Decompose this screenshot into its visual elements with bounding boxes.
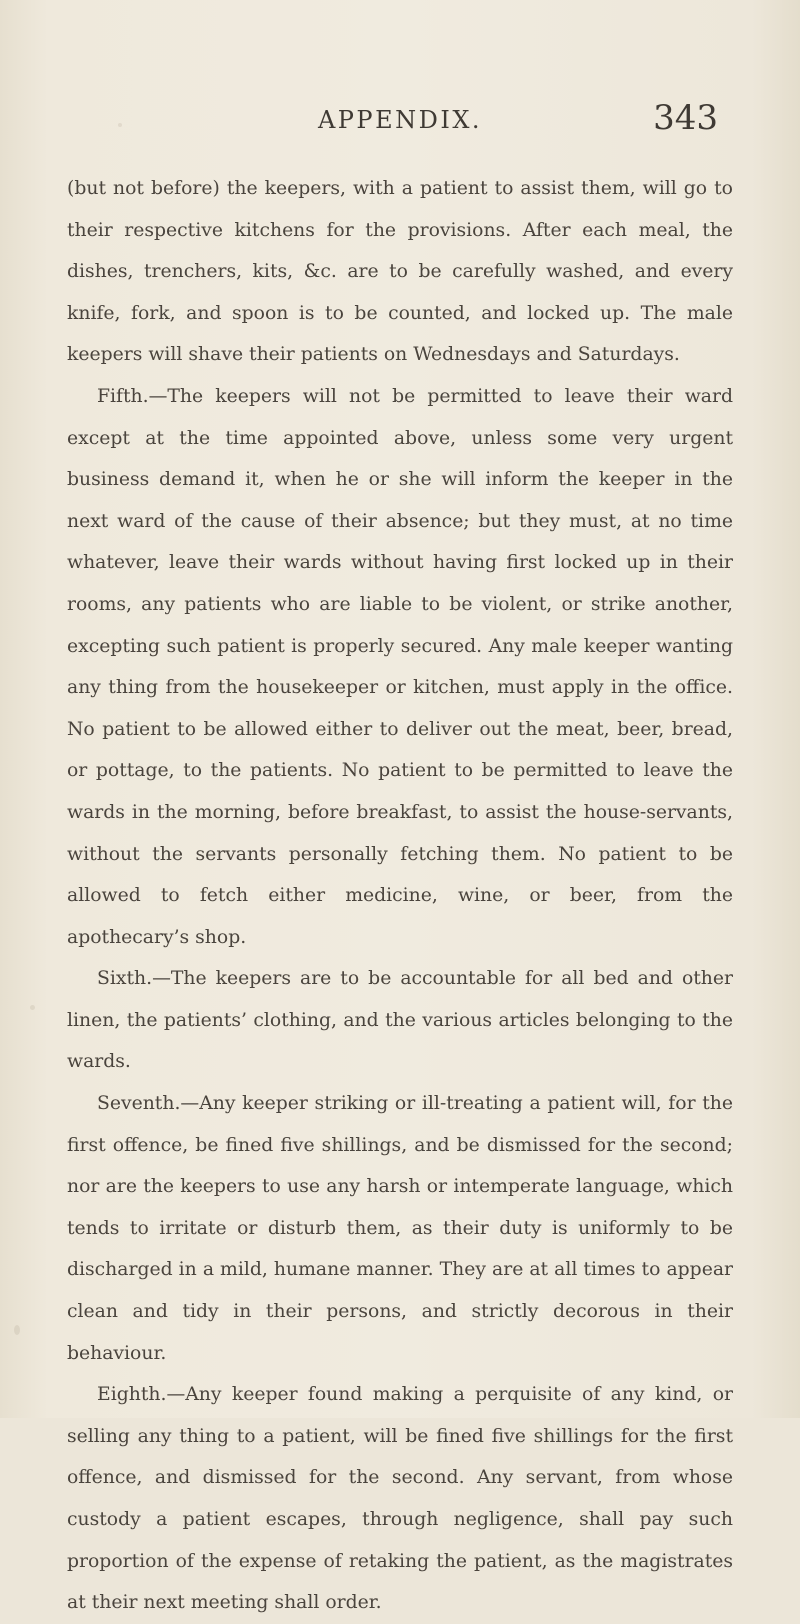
running-head: APPENDIX. [317, 106, 483, 134]
paragraph-eighth: Eighth.—Any keeper found making a perquisite of any kind, or selling any thing to a patient, will be fined five shillings for the first offence, and dismissed for the second. Any servant, from whose custody a patient escapes, through negligence, shall pay such proportion of the expense of retaking the patient, as the magistrates at their next meeting shall order. [67, 1384, 733, 1614]
paper-spot [14, 1325, 20, 1335]
page-header [0, 98, 800, 144]
paragraph-sixth: Sixth.—The keepers are to be accountable for all bed and other linen, the patients’ clothing, and the various articles belonging to the wards. [67, 968, 733, 1073]
paragraph: (but not before) the keepers, with a patient to assist them, will go to their respective kitchens for the provisions. After each meal, the dishes, trenchers, kits, &c. are to be carefully washed, and every knife, fork, and spoon is to be counted, and locked up. The male keepers will shave their patients on Wednesdays and Saturdays. [67, 178, 733, 366]
paragraph-seventh: Seventh.—Any keeper striking or ill-treating a patient will, for the first offence, be fined five shillings, and be dismissed for the second; nor are the keepers to use any harsh or intemperate language, which tends to irritate or disturb them, as their duty is uniformly to be discharged in a mild, humane manner. They are at all times to appear clean and tidy in their persons, and strictly decorous in their behaviour. [67, 1093, 733, 1364]
body-text [67, 168, 733, 1624]
paragraph-fifth: Fifth.—The keepers will not be permitted to leave their ward except at the time appointed above, unless some very urgent business demand it, when he or she will inform the keeper in the next ward of the cause of their absence; but they must, at no time whatever, leave their wards without having first locked up in their rooms, any patients who are liable to be violent, or strike another, excepting such patient is properly secured. Any male keeper wanting any thing from the housekeeper or kitchen, must apply in the office. No patient to be allowed either to deliver out the meat, beer, bread, or pottage, to the patients. No patient to be permitted to leave the wards in the morning, before breakfast, to assist the house-servants, without the servants personally fetching them. No patient to be allowed to fetch either medicine, wine, or beer, from the apothecary’s shop. [67, 385, 733, 948]
paper-spot [30, 1005, 35, 1010]
page-number: 343 [653, 98, 718, 138]
